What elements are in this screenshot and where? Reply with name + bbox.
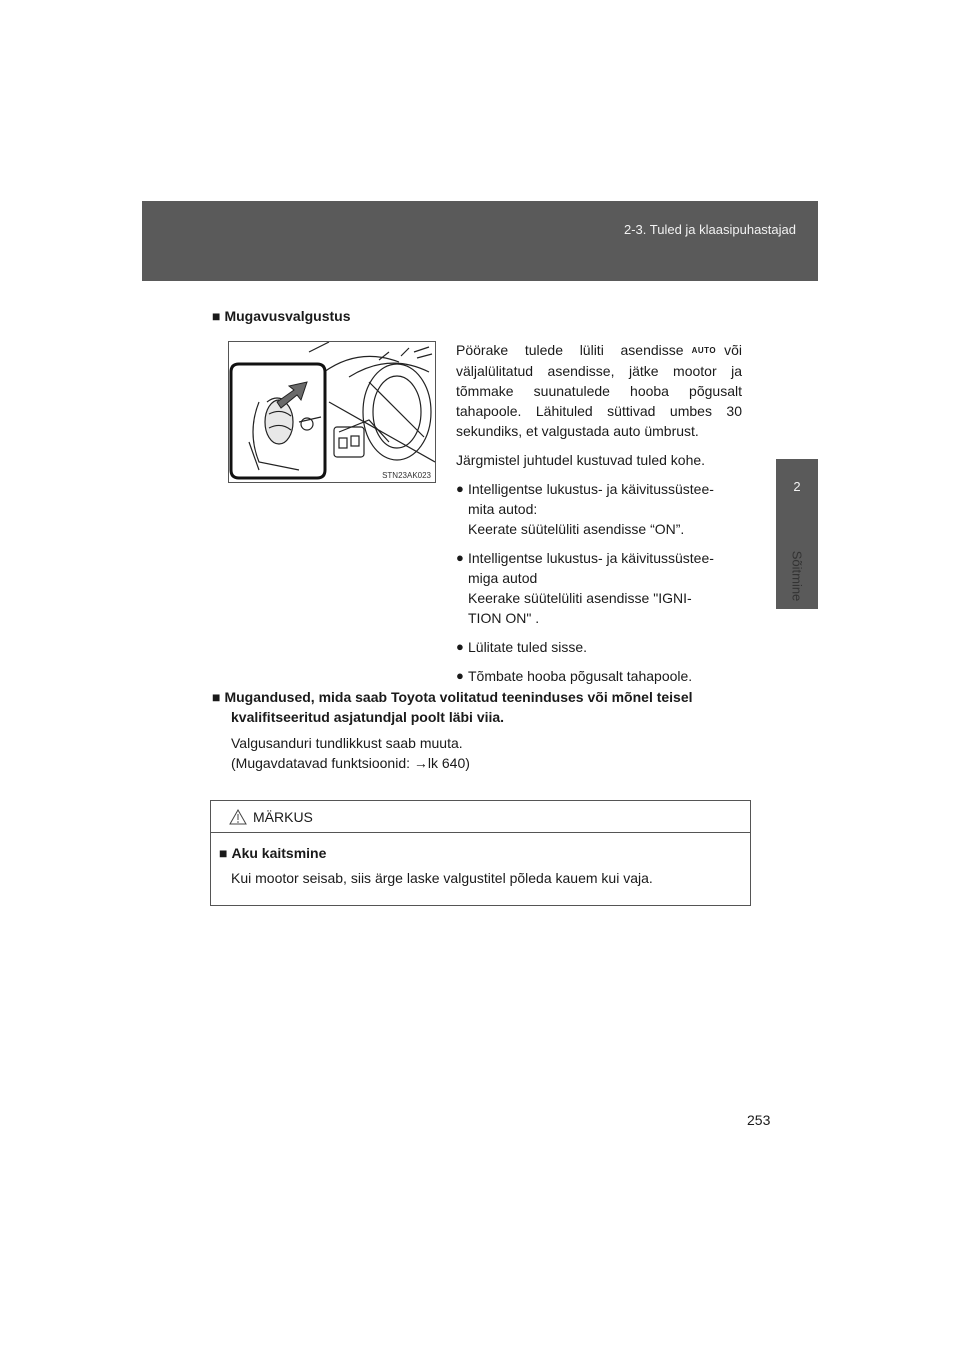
page-number: 253 [747, 1112, 771, 1128]
section-heading-text: kvalifitseeritud asjatundjal poolt läbi viia. [231, 709, 505, 725]
bullet-icon: ● [456, 481, 464, 496]
bullet-icon: ● [456, 639, 464, 654]
square-bullet-icon: ■ [212, 308, 221, 324]
square-bullet-icon: ■ [212, 689, 221, 705]
list-item [456, 637, 742, 657]
square-bullet-icon: ■ [219, 845, 228, 861]
list-item-text: TION ON" . [468, 610, 540, 626]
section-heading-text: Mugandused, mida saab Toyota volitatud teeninduses või mõnel teisel [224, 689, 693, 705]
list-item-text: mita autod: [468, 501, 538, 517]
list-item [456, 666, 742, 686]
illustration [228, 341, 436, 483]
notice-box [210, 800, 751, 906]
list-item-text: Intelligentse lukustus- ja käivitussüstee- [468, 481, 714, 497]
bullet-icon: ● [456, 550, 464, 565]
notice-text: Kui mootor seisab, siis ärge laske valgustitel põleda kauem kui vaja. [231, 870, 653, 886]
list-item-text: Keerake süütelüliti asendisse "IGNI- [468, 590, 692, 606]
section-heading [212, 306, 351, 326]
list-item [456, 548, 742, 628]
intro-text-end: või väljalülitatud asendisse, jätke mootor ja tõmmake suunatulede hooba põgusalt tahapoole. Lähituled süttivad umbes 30 sekundiks, et valgustada auto ümbrust. [456, 342, 742, 439]
bullet-icon: ● [456, 668, 464, 683]
condition-paragraph: Järgmistel juhtudel kustuvad tuled kohe. [456, 452, 706, 468]
intro-text-start: Pöörake tulede lüliti asendisse [456, 342, 684, 358]
body-line: Valgusanduri tundlikkust saab muuta. [231, 735, 463, 751]
list-item-text: Lülitate tuled sisse. [468, 639, 588, 655]
steering-lever-illustration [229, 342, 435, 482]
intro-paragraph [456, 340, 742, 441]
notice-subtitle [219, 845, 326, 861]
chapter-number: 2 [793, 479, 801, 494]
notice-header [211, 801, 750, 833]
header-bar [142, 201, 818, 281]
list-item-text: miga autod [468, 570, 538, 586]
warning-icon [229, 809, 247, 825]
notice-title: MÄRKUS [253, 809, 313, 825]
list-item-text: Tõmbate hooba põgusalt tahapoole. [468, 668, 693, 684]
section-heading-text: Mugavusvalgustus [224, 308, 351, 324]
auto-symbol: AUTO [691, 346, 717, 355]
chapter-label: Sõitmine [789, 550, 805, 602]
figure-code: STN23AK023 [382, 471, 431, 480]
body-line: (Mugavdatavad funktsioonid: →lk 640) [231, 755, 470, 771]
customization-text [231, 733, 751, 773]
notice-subtitle-text: Aku kaitsmine [231, 845, 327, 861]
list-item [456, 479, 742, 539]
right-column [456, 340, 742, 695]
list-item-text: Intelligentse lukustus- ja käivitussüstee- [468, 550, 714, 566]
section-title: 2-3. Tuled ja klaasipuhastajad [623, 222, 796, 237]
section-heading [212, 687, 752, 727]
list-item-text: Keerate süütelüliti asendisse “ON”. [468, 521, 685, 537]
